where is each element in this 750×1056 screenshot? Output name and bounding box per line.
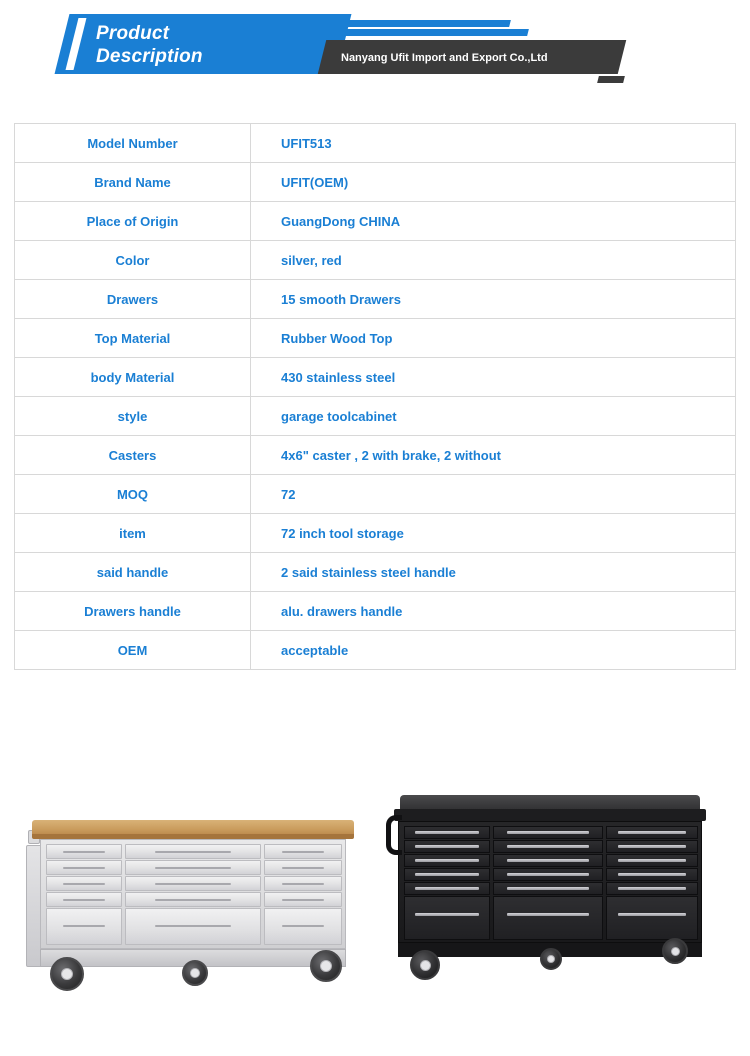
spec-value: Rubber Wood Top (251, 319, 736, 358)
spec-key: MOQ (15, 475, 251, 514)
spec-value: UFIT513 (251, 124, 736, 163)
drawer (606, 854, 698, 867)
page-title-line1: Product (96, 23, 170, 44)
spec-value: silver, red (251, 241, 736, 280)
black-tool-cabinet-photo (380, 760, 740, 1040)
drawer (125, 844, 261, 859)
table-row (15, 202, 736, 241)
specification-table (14, 123, 736, 670)
drawer (404, 840, 490, 853)
table-row (15, 397, 736, 436)
drawer (606, 868, 698, 881)
drawer (606, 826, 698, 839)
spec-key: item (15, 514, 251, 553)
drawer (125, 908, 261, 945)
page-title-line2: Description (96, 46, 203, 67)
spec-value: 430 stainless steel (251, 358, 736, 397)
drawer (493, 826, 603, 839)
banner-stripe-second (317, 29, 529, 36)
drawer (125, 876, 261, 891)
drawer (46, 860, 122, 875)
caster-hub (61, 968, 73, 980)
table-row (15, 475, 736, 514)
drawer (606, 840, 698, 853)
spec-value: 15 smooth Drawers (251, 280, 736, 319)
drawer (606, 896, 698, 940)
drawer (493, 882, 603, 895)
drawer (264, 876, 342, 891)
spec-key: OEM (15, 631, 251, 670)
spec-key: Color (15, 241, 251, 280)
spec-value: 4x6" caster , 2 with brake, 2 without (251, 436, 736, 475)
drawer (404, 896, 490, 940)
spec-key: Model Number (15, 124, 251, 163)
table-row (15, 124, 736, 163)
drawer (493, 868, 603, 881)
table-row (15, 514, 736, 553)
spec-key: style (15, 397, 251, 436)
drawer (46, 908, 122, 945)
drawer (264, 860, 342, 875)
spec-value: 72 inch tool storage (251, 514, 736, 553)
drawer (125, 860, 261, 875)
spec-key: Drawers handle (15, 592, 251, 631)
company-name: Nanyang Ufit Import and Export Co.,Ltd (341, 52, 548, 64)
caster-hub (190, 968, 200, 978)
drawer (125, 892, 261, 907)
spec-key: Casters (15, 436, 251, 475)
spec-value: UFIT(OEM) (251, 163, 736, 202)
spec-value: acceptable (251, 631, 736, 670)
drawer (264, 892, 342, 907)
table-row (15, 358, 736, 397)
page-header-banner (0, 14, 750, 86)
banner-stripe-top (329, 20, 511, 27)
specification-table-body (15, 124, 736, 670)
drawer (404, 854, 490, 867)
product-gallery (0, 760, 750, 1040)
spec-value: GuangDong CHINA (251, 202, 736, 241)
table-row (15, 436, 736, 475)
caster-hub (547, 955, 555, 963)
caster-hub (420, 960, 431, 971)
table-row (15, 592, 736, 631)
table-row (15, 280, 736, 319)
table-row (15, 319, 736, 358)
page-title (96, 22, 336, 68)
table-row (15, 553, 736, 592)
drawer (404, 868, 490, 881)
silver-tool-cabinet-photo (10, 760, 370, 1040)
spec-value: 72 (251, 475, 736, 514)
drawer (264, 844, 342, 859)
table-row (15, 241, 736, 280)
cabinet-top-lip (394, 809, 706, 821)
spec-value: garage toolcabinet (251, 397, 736, 436)
spec-key: Place of Origin (15, 202, 251, 241)
caster-hub (671, 947, 680, 956)
spec-value: 2 said stainless steel handle (251, 553, 736, 592)
spec-key: said handle (15, 553, 251, 592)
drawer (264, 908, 342, 945)
drawer (493, 854, 603, 867)
drawer (404, 826, 490, 839)
drawer (606, 882, 698, 895)
spec-value: alu. drawers handle (251, 592, 736, 631)
table-row (15, 631, 736, 670)
drawer (493, 840, 603, 853)
caster-hub (320, 960, 332, 972)
drawer (46, 892, 122, 907)
spec-key: Brand Name (15, 163, 251, 202)
banner-stripe-bottom (597, 76, 625, 83)
spec-key: body Material (15, 358, 251, 397)
drawer (404, 882, 490, 895)
spec-key: Drawers (15, 280, 251, 319)
drawer (493, 896, 603, 940)
side-handle (386, 815, 402, 855)
spec-key: Top Material (15, 319, 251, 358)
drawer (46, 844, 122, 859)
table-row (15, 163, 736, 202)
drawer (46, 876, 122, 891)
